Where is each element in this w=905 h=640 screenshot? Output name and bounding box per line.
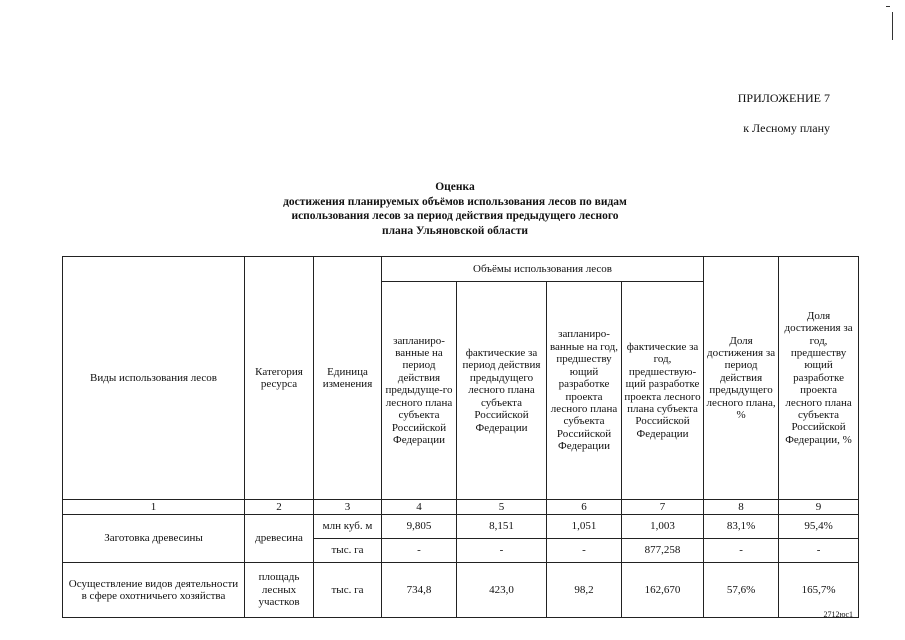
title-line: использования лесов за период действия предыдущего лесного bbox=[291, 210, 619, 223]
column-number: 6 bbox=[547, 500, 622, 515]
value-cell: 1,051 bbox=[547, 515, 622, 539]
value-cell: - bbox=[547, 539, 622, 563]
plan-reference: к Лесному плану bbox=[743, 121, 830, 135]
value-cell: 57,6% bbox=[704, 563, 779, 618]
row-unit: тыс. га bbox=[314, 563, 382, 618]
value-cell: 9,805 bbox=[382, 515, 457, 539]
row-unit: млн куб. м bbox=[314, 515, 382, 539]
table-row bbox=[63, 515, 859, 539]
header-share-period: Доля достижения за период действия предыдущего лесного плана, % bbox=[704, 257, 779, 500]
document-title bbox=[200, 180, 710, 238]
header-actual-year: фактические за год, предшествую-щий разработке проекта лесного плана субъекта Российской Федерации bbox=[622, 282, 704, 500]
header-actual-period: фактические за период действия предыдущего лесного плана субъекта Российской Федерации bbox=[457, 282, 547, 500]
row-unit: тыс. га bbox=[314, 539, 382, 563]
value-cell: 734,8 bbox=[382, 563, 457, 618]
assessment-table bbox=[62, 256, 859, 618]
column-number: 7 bbox=[622, 500, 704, 515]
row-category: древесина bbox=[245, 515, 314, 563]
scan-mark bbox=[886, 6, 890, 7]
scan-mark bbox=[892, 12, 893, 40]
header-category: Категория ресурса bbox=[245, 257, 314, 500]
column-number: 9 bbox=[779, 500, 859, 515]
column-number-row bbox=[63, 500, 859, 515]
value-cell: 95,4% bbox=[779, 515, 859, 539]
table-row bbox=[63, 563, 859, 618]
document-code: 2712юс1 bbox=[823, 610, 853, 619]
value-cell: 83,1% bbox=[704, 515, 779, 539]
row-use-type: Заготовка древесины bbox=[63, 515, 245, 563]
row-category: площадь лесных участков bbox=[245, 563, 314, 618]
value-cell: 165,7% bbox=[779, 563, 859, 618]
column-number: 8 bbox=[704, 500, 779, 515]
header-volumes-group: Объёмы использования лесов bbox=[382, 257, 704, 282]
value-cell: - bbox=[704, 539, 779, 563]
value-cell: 98,2 bbox=[547, 563, 622, 618]
title-line: Оценка bbox=[435, 181, 475, 193]
header-planned-year: запланиро-ванные на год, предшеству ющий разработке проекта лесного плана субъекта Российской Федерации bbox=[547, 282, 622, 500]
column-number: 3 bbox=[314, 500, 382, 515]
value-cell: 8,151 bbox=[457, 515, 547, 539]
value-cell: 877,258 bbox=[622, 539, 704, 563]
title-line: достижения планируемых объёмов использования лесов по видам bbox=[283, 195, 627, 208]
header-planned-period: запланиро-ванные на период действия предыдуще-го лесного плана субъекта Российской Федерации bbox=[382, 282, 457, 500]
column-number: 5 bbox=[457, 500, 547, 515]
header-unit: Единица изменения bbox=[314, 257, 382, 500]
value-cell: - bbox=[779, 539, 859, 563]
header-share-year: Доля достижения за год, предшеству ющий разработке проекта лесного плана субъекта Российской Федерации, % bbox=[779, 257, 859, 500]
column-number: 2 bbox=[245, 500, 314, 515]
value-cell: - bbox=[457, 539, 547, 563]
value-cell: 1,003 bbox=[622, 515, 704, 539]
column-number: 4 bbox=[382, 500, 457, 515]
appendix-label: ПРИЛОЖЕНИЕ 7 bbox=[737, 91, 830, 105]
title-line: плана Ульяновской области bbox=[381, 224, 529, 237]
value-cell: 423,0 bbox=[457, 563, 547, 618]
row-use-type: Осуществление видов деятельности в сфере охотничьего хозяйства bbox=[63, 563, 245, 618]
value-cell: 162,670 bbox=[622, 563, 704, 618]
column-number: 1 bbox=[63, 500, 245, 515]
header-use-type: Виды использования лесов bbox=[63, 257, 245, 500]
value-cell: - bbox=[382, 539, 457, 563]
